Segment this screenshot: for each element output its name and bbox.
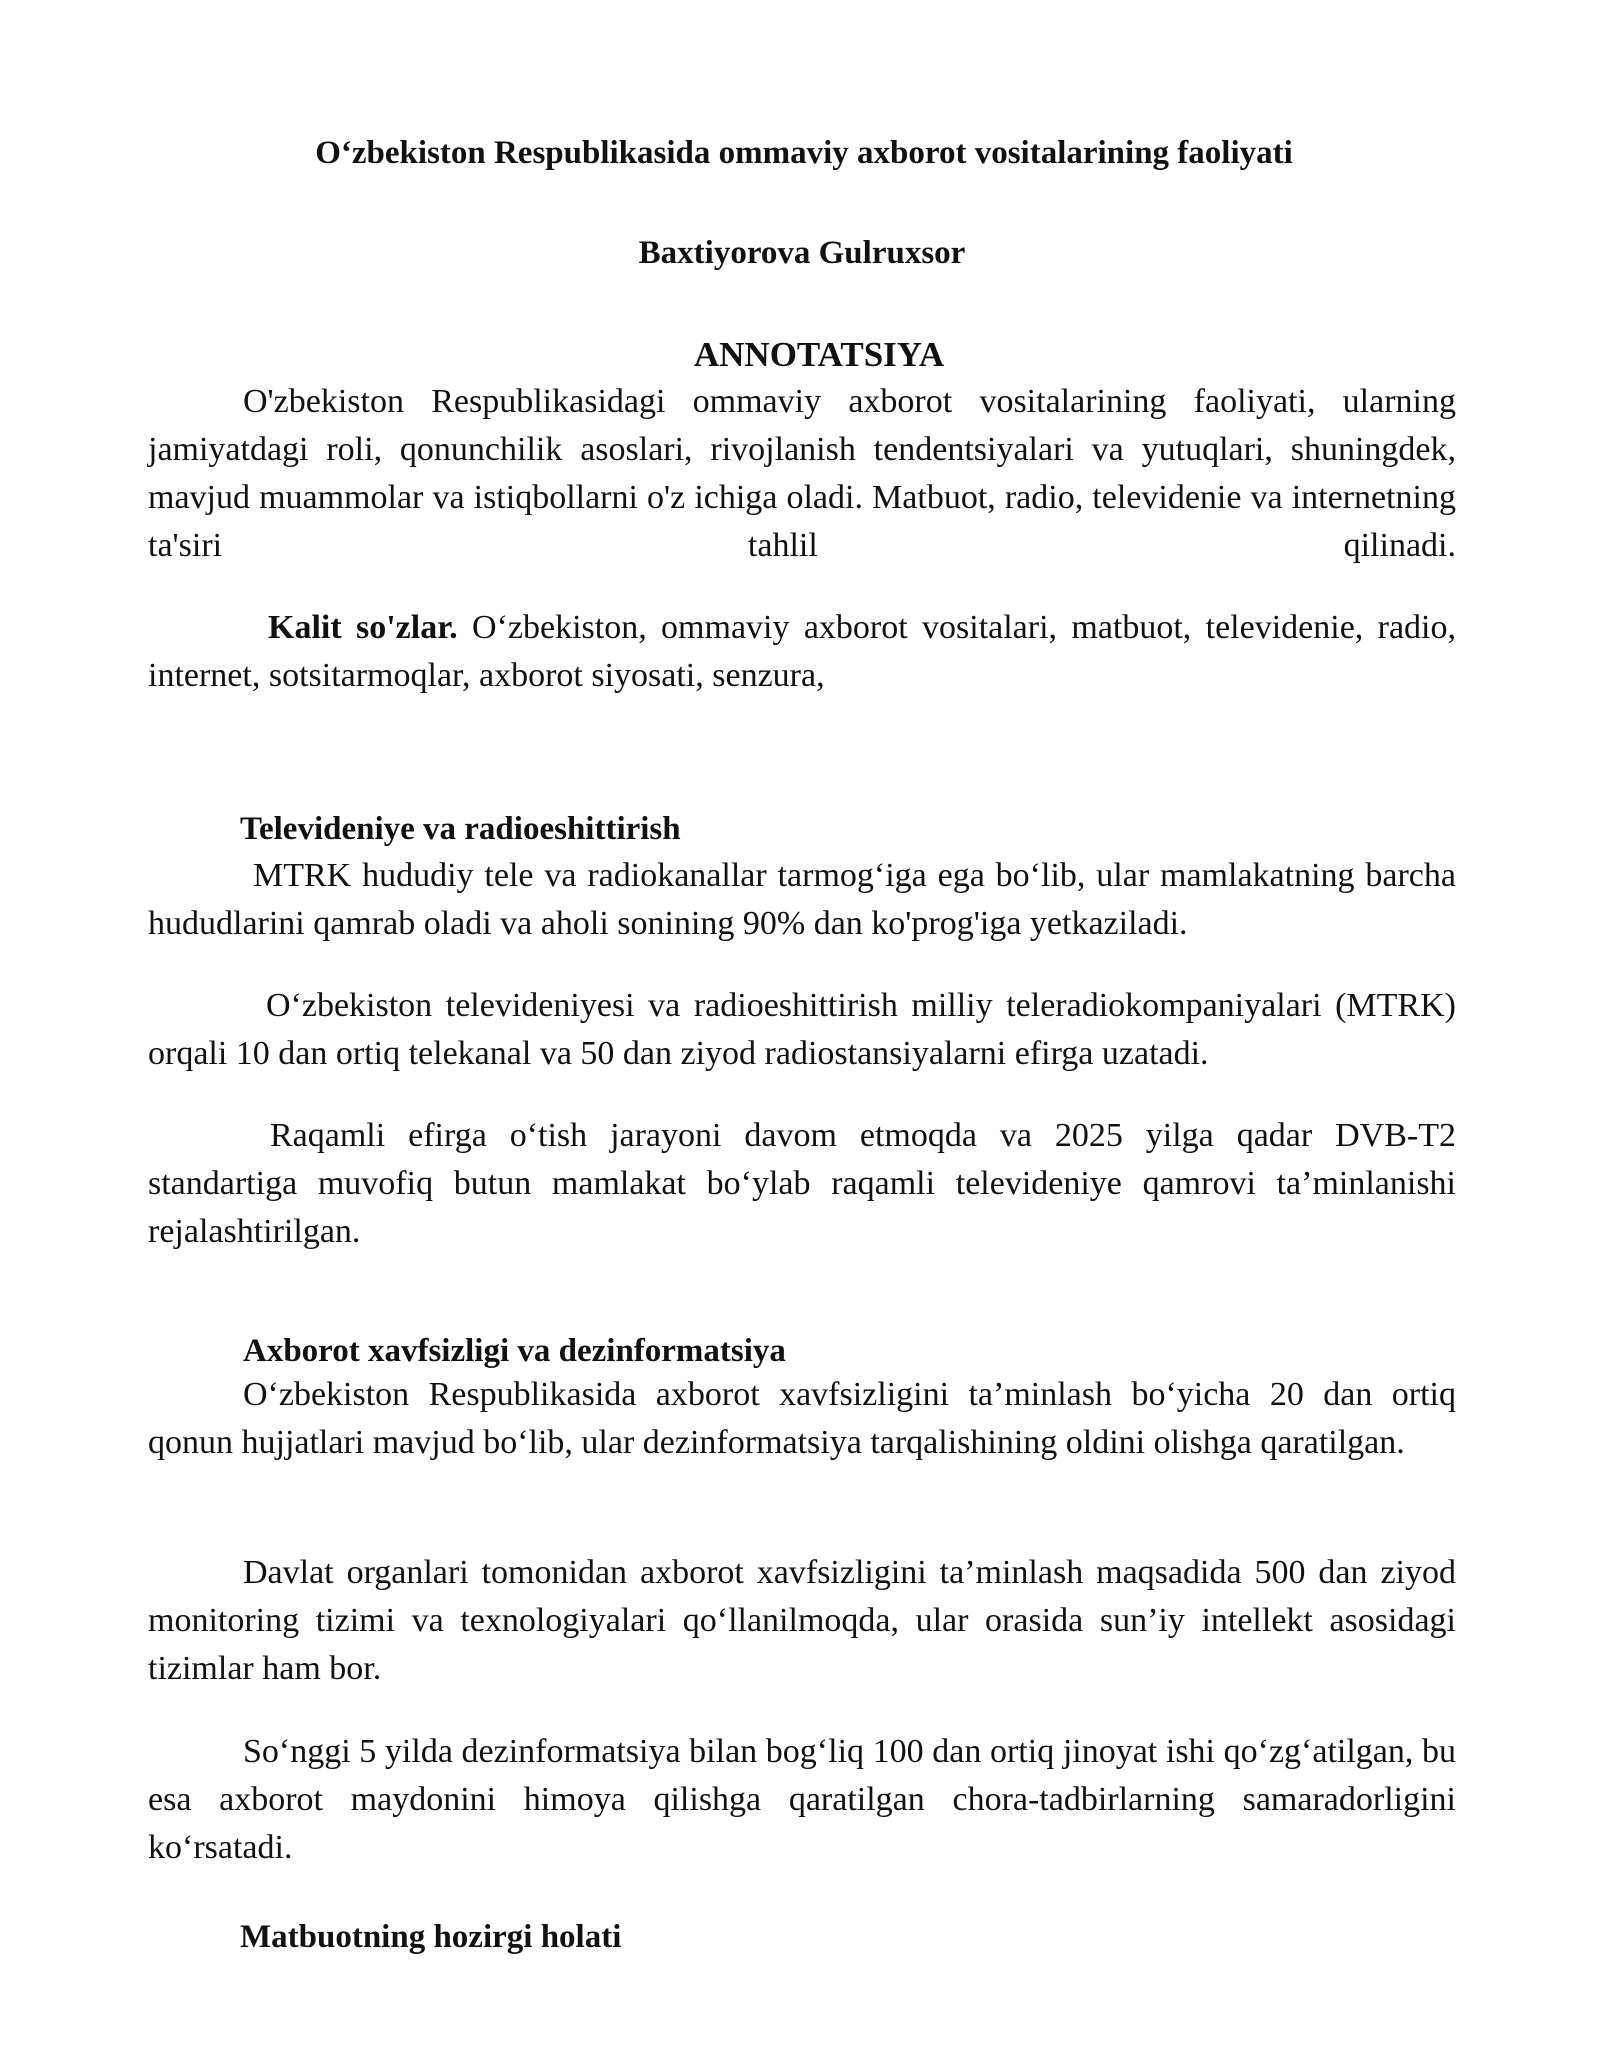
section-security-p1 — [148, 1371, 1456, 1467]
author-name: Baxtiyorova Gulruxsor — [638, 235, 966, 271]
annotation-block — [148, 378, 1456, 570]
keywords-block — [148, 604, 1456, 700]
section-television-p2 — [148, 982, 1456, 1078]
paragraph: MTRK hududiy tele va radiokanallar tarmog‘iga ega bo‘lib, ular mamlakatning barcha hududlarini qamrab oladi va aholi sonining 90% dan ko'prog'iga yetkaziladi. — [148, 857, 1456, 942]
keywords-paragraph — [148, 604, 1456, 700]
annotation-text: O'zbekiston Respublikasidagi ommaviy axborot vositalarining faoliyati, ularning jamiyatdagi roli, qonunchilik asoslari, rivojlanish tendentsiyalari va yutuqlari, shuningdek, mavjud muammolar va istiqbollarni o'z ichiga oladi. Matbuot, radio, televidenie va internetning ta'siri tahlil qilinadi. — [148, 383, 1456, 564]
paragraph: O‘zbekiston Respublikasida axborot xavfsizligini ta’minlash bo‘yicha 20 dan ortiq qonun hujjatlari mavjud bo‘lib, ular dezinformatsiya tarqalishining oldini olishga qaratilgan. — [148, 1376, 1456, 1461]
paragraph: Davlat organlari tomonidan axborot xavfsizligini ta’minlash maqsadida 500 dan ziyod monitoring tizimi va texnologiyalari qo‘llanilmoqda, ular orasida sun’iy intellekt asosidagi tizimlar ham bor. — [148, 1554, 1456, 1687]
section-heading-television: Televideniye va radioeshittirish — [240, 811, 681, 847]
section-television-p3 — [148, 1112, 1456, 1256]
paragraph: So‘nggi 5 yilda dezinformatsiya bilan bog‘liq 100 dan ortiq jinoyat ishi qo‘zg‘atilgan, bu esa axborot maydonini himoya qilishga qaratilgan chora-tadbirlarning samaradorligini ko‘rsatadi. — [148, 1733, 1456, 1866]
annotation-heading: ANNOTATSIYA — [693, 335, 945, 374]
section-security-p3 — [148, 1728, 1456, 1872]
section-security-p2 — [148, 1549, 1456, 1693]
section-heading-press: Matbuotning hozirgi holati — [240, 1919, 622, 1955]
keywords-text: O‘zbekiston, ommaviy axborot vositalari, matbuot, televidenie, radio, internet, sotsitarmoqlar, axborot siyosati, senzura, — [148, 609, 1456, 694]
section-heading-information-security: Axborot xavfsizligi va dezinformatsiya — [243, 1333, 786, 1369]
section-television-p1 — [148, 852, 1456, 948]
keywords-label: Kalit so'zlar. — [268, 609, 458, 646]
paragraph: Raqamli efirga o‘tish jarayoni davom etmoqda va 2025 yilga qadar DVB-T2 standartiga muvofiq butun mamlakat bo‘ylab raqamli televideniye qamrovi ta’minlanishi rejalashtirilgan. — [148, 1117, 1456, 1250]
paragraph: O‘zbekiston televideniyesi va radioeshittirish milliy teleradiokompaniyalari (MTRK) orqali 10 dan ortiq telekanal va 50 dan ziyod radiostansiyalarni efirga uzatadi. — [148, 987, 1456, 1072]
document-title: O‘zbekiston Respublikasida ommaviy axborot vositalarining faoliyati — [315, 135, 1293, 171]
